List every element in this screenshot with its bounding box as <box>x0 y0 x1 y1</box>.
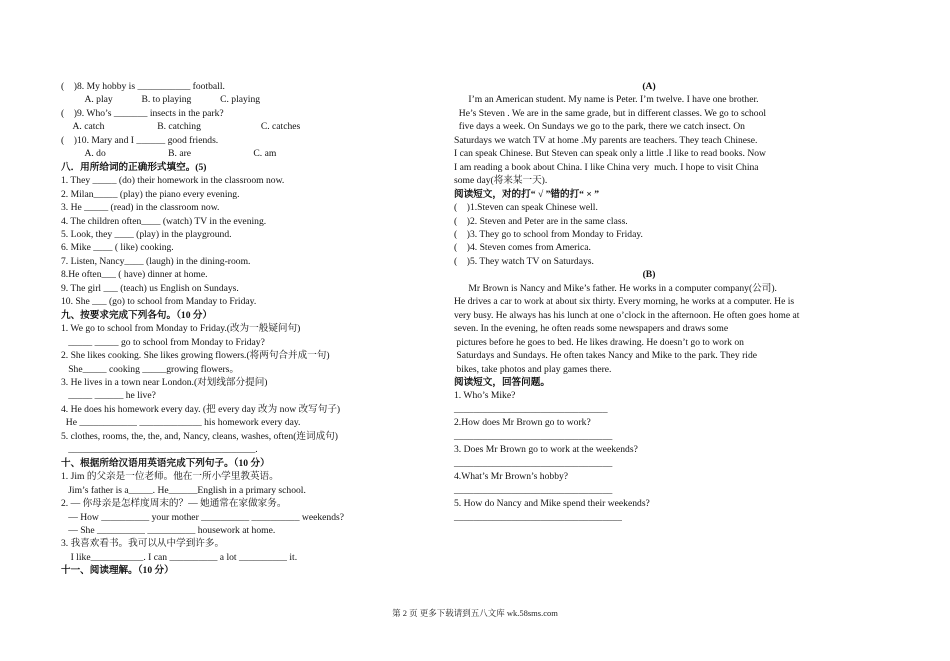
section-9-answer: _____ _____ go to school from Monday to Friday? <box>61 336 265 348</box>
section-10-item: 3. 我喜欢看书。我可以从中学到许多。 <box>61 538 225 550</box>
section-9-answer: _______________________________________. <box>61 444 258 456</box>
question: 4.What’s Mr Brown’s hobby? <box>454 471 569 483</box>
question-10-options: A. do B. are C. am <box>61 148 277 160</box>
section-8-item: 4. The children often____ (watch) TV in the evening. <box>61 215 267 227</box>
section-9-item: 1. We go to school from Monday to Friday.(改为一般疑问句) <box>61 323 301 335</box>
answer-line: _________________________________ <box>454 430 613 442</box>
section-10-heading: 十、根据所给汉语用英语完成下列句子。（10 分） <box>61 457 270 469</box>
section-9-answer: He ____________ _____________ his homework every day. <box>61 417 301 429</box>
passage-b-line: pictures before he goes to bed. He likes drawing. He doesn’t go to work on <box>454 336 744 348</box>
passage-a-line: I am reading a book about China. I like China very much. I hope to visit China <box>454 161 759 173</box>
section-9-answer: _____ ______ he live? <box>61 390 156 402</box>
answer-line: ________________________________ <box>454 403 608 415</box>
section-9-answer: She_____ cooking _____growing flowers。 <box>61 363 239 375</box>
true-false-item: ( )2. Steven and Peter are in the same class. <box>454 215 628 227</box>
question-8-options: A. play B. to playing C. playing <box>61 94 261 106</box>
question-8: ( )8. My hobby is ___________ football. <box>61 81 225 92</box>
section-9-item: 4. He does his homework every day. (把 every day 改为 now 改写句子) <box>61 403 341 415</box>
answer-line: _________________________________ <box>454 484 613 496</box>
section-8-item: 3. He _____ (read) in the classroom now. <box>61 202 220 214</box>
section-8-item: 6. Mike ____ ( like) cooking. <box>61 242 174 254</box>
section-8-item: 1. They _____ (do) their homework in the classroom now. <box>61 175 285 187</box>
passage-a-line: Saturdays we watch TV at home .My parents are teachers. They teach Chinese. <box>454 134 758 146</box>
section-8-item: 10. She ___ (go) to school from Manday to Friday. <box>61 296 257 308</box>
right-column <box>454 80 844 524</box>
passage-b-line: seven. In the evening, he often reads some newspapers and draws some <box>454 323 729 335</box>
section-8-item: 2. Milan_____ (play) the piano every evening. <box>61 188 240 200</box>
passage-a-line: I’m an American student. My name is Peter. I’m twelve. I have one brother. <box>454 94 759 106</box>
section-10-answer: Jim’s father is a_____. He______English in a primary school. <box>61 484 306 496</box>
passage-b-heading: (B) <box>642 269 656 281</box>
section-11-heading: 十一、阅读理解。（10 分） <box>61 565 174 577</box>
question: 5. How do Nancy and Mike spend their weekends? <box>454 498 650 510</box>
section-8-item: 8.He often___ ( have) dinner at home. <box>61 269 208 281</box>
left-column <box>61 80 446 578</box>
section-9-item: 2. She likes cooking. She likes growing flowers.(将两句合并成一句) <box>61 350 330 362</box>
page-footer: 第 2 页 更多下载请到五八文库 wk.58sms.com <box>392 608 558 618</box>
section-8-item: 9. The girl ___ (teach) us English on Sundays. <box>61 282 239 294</box>
section-10-answer: I like___________. I can __________ a lot __________ it. <box>61 551 298 563</box>
section-8-heading: 八．用所给词的正确形式填空。(5) <box>61 161 207 173</box>
section-10-answer: — How __________ your mother __________ __________ weekends? <box>61 511 344 523</box>
answer-questions-heading: 阅读短文，回答问题。 <box>454 376 550 388</box>
true-false-item: ( )4. Steven comes from America. <box>454 242 591 254</box>
passage-a-heading: (A) <box>642 81 656 92</box>
section-10-item: 1. Jim 的父亲是一位老师。他在一所小学里教英语。 <box>61 471 279 483</box>
section-9-item: 5. clothes, rooms, the, the, and, Nancy, cleans, washes, often(连词成句) <box>61 430 338 442</box>
question: 3. Does Mr Brown go to work at the weekends? <box>454 444 638 456</box>
section-8-item: 5. Look, they ____ (play) in the playground. <box>61 228 232 240</box>
passage-b-line: Mr Brown is Nancy and Mike’s father. He works in a computer company(公司). <box>454 282 777 294</box>
passage-b-line: Saturdays and Sundays. He often takes Nancy and Mike to the park. They ride <box>454 350 758 362</box>
section-10-item: 2. — 你母亲是怎样度周末的？— 她通常在家做家务。 <box>61 498 287 510</box>
passage-a-line: I can speak Chinese. But Steven can speak only a little .I like to read books. Now <box>454 148 766 160</box>
passage-a-line: He’s Steven . We are in the same grade, but in different classes. We go to school <box>454 107 767 119</box>
section-8-item: 7. Listen, Nancy____ (laugh) in the dining-room. <box>61 255 251 267</box>
passage-b-line: very busy. He always has his lunch at one o’clock in the afternoon. He often goes home at <box>454 309 800 321</box>
passage-a-line: some day(将来某一天). <box>454 175 548 187</box>
true-false-item: ( )1.Steven can speak Chinese well. <box>454 202 598 214</box>
question-9: ( )9. Who’s _______ insects in the park? <box>61 107 224 119</box>
question: 1. Who’s Mike? <box>454 390 516 402</box>
answer-line: _________________________________ <box>454 457 613 469</box>
passage-b-line: He drives a car to work at about six thirty. Every morning, he works at a computer. He is <box>454 296 795 308</box>
passage-b-line: bikes, take photos and play games there. <box>454 363 612 375</box>
section-9-item: 3. He lives in a town near London.(对划线部分提问) <box>61 376 268 388</box>
question: 2.How does Mr Brown go to work? <box>454 417 591 429</box>
passage-a-line: five days a week. On Sundays we go to the park, there we catch insect. On <box>454 121 745 133</box>
true-false-item: ( )5. They watch TV on Saturdays. <box>454 255 594 267</box>
true-false-item: ( )3. They go to school from Monday to Friday. <box>454 228 643 240</box>
answer-line: ___________________________________ <box>454 511 622 523</box>
question-10: ( )10. Mary and I ______ good friends. <box>61 134 219 146</box>
section-10-answer: — She __________ __________ housework at home. <box>61 524 276 536</box>
true-false-heading: 阅读短文，对的打“ √ ”错的打“ × ” <box>454 188 600 200</box>
section-9-heading: 九、按要求完成下列各句。（10 分） <box>61 309 213 321</box>
question-9-options: A. catch B. catching C. catches <box>61 121 301 133</box>
